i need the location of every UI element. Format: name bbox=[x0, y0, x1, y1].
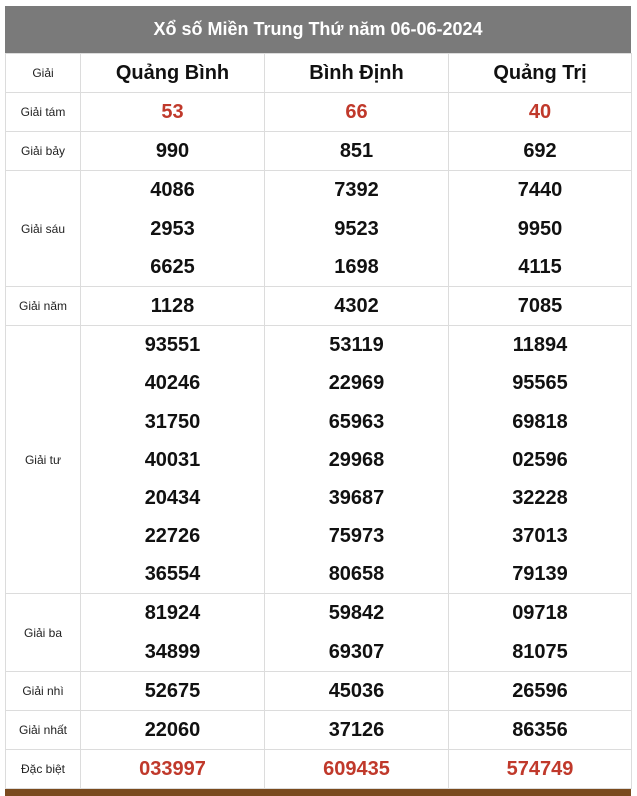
prize-number: 93551 bbox=[144, 334, 201, 357]
table-header-row bbox=[6, 54, 632, 93]
header-prize-label: Giải bbox=[6, 54, 81, 93]
prize-number: 851 bbox=[339, 140, 374, 163]
prize-number: 7440 bbox=[517, 179, 563, 202]
prize-cell bbox=[265, 671, 449, 710]
prize-number: 81924 bbox=[144, 602, 201, 625]
prize-number: 34899 bbox=[144, 640, 201, 663]
prize-number: 39687 bbox=[328, 486, 385, 509]
prize-number: 86356 bbox=[512, 719, 568, 741]
prize-number: 37126 bbox=[328, 719, 385, 741]
prize-number: 2953 bbox=[150, 217, 195, 240]
prize-row bbox=[6, 286, 632, 325]
prize-name: Giải tư bbox=[6, 326, 81, 594]
prize-name: Giải ba bbox=[6, 594, 81, 671]
prize-name: Giải năm bbox=[6, 286, 81, 325]
footer-bar bbox=[5, 789, 631, 796]
prize-name: Giải bảy bbox=[6, 132, 81, 171]
prize-cell bbox=[81, 326, 265, 594]
province-quang-binh[interactable]: Quảng Bình bbox=[81, 54, 265, 93]
prize-number: 7085 bbox=[517, 294, 563, 317]
prize-number: 22060 bbox=[144, 719, 201, 741]
prize-number: 4302 bbox=[334, 294, 379, 317]
prize-cell bbox=[81, 711, 265, 750]
page-title: Xổ số Miền Trung Thứ năm 06-06-2024 bbox=[5, 6, 631, 53]
prize-number: 53119 bbox=[329, 334, 384, 357]
prize-row bbox=[6, 132, 632, 171]
prize-row bbox=[6, 171, 632, 287]
prize-number: 7392 bbox=[334, 179, 379, 202]
prize-number: 6625 bbox=[150, 255, 195, 278]
prize-row bbox=[6, 93, 632, 132]
prize-number: 79139 bbox=[512, 563, 568, 586]
prize-cell bbox=[265, 93, 449, 132]
prize-number: 69307 bbox=[328, 640, 385, 663]
prize-cell bbox=[449, 93, 632, 132]
prize-number: 80658 bbox=[328, 563, 385, 586]
prize-row bbox=[6, 326, 632, 594]
prize-number: 69818 bbox=[512, 410, 568, 433]
prize-cell bbox=[265, 286, 449, 325]
prize-cell bbox=[81, 132, 265, 171]
prize-number: 574749 bbox=[506, 758, 574, 781]
prize-number: 692 bbox=[523, 140, 557, 163]
prize-number: 59842 bbox=[328, 602, 385, 625]
prize-cell bbox=[449, 326, 632, 594]
prize-number: 36554 bbox=[144, 563, 201, 586]
prize-cell bbox=[449, 671, 632, 710]
prize-number: 66 bbox=[345, 101, 368, 123]
prize-number: 22969 bbox=[328, 372, 385, 395]
prize-number: 9523 bbox=[334, 217, 379, 240]
prize-name: Giải nhì bbox=[6, 671, 81, 710]
prize-number: 40031 bbox=[144, 448, 201, 471]
prize-cell bbox=[81, 750, 265, 789]
prize-cell bbox=[81, 286, 265, 325]
prize-number: 53 bbox=[161, 101, 184, 123]
prize-row bbox=[6, 711, 632, 750]
prize-number: 4115 bbox=[518, 255, 562, 278]
prize-cell bbox=[265, 132, 449, 171]
results-table bbox=[5, 53, 632, 789]
prize-number: 990 bbox=[155, 140, 190, 163]
prize-number: 75973 bbox=[328, 525, 385, 548]
prize-cell bbox=[81, 93, 265, 132]
prize-number: 09718 bbox=[512, 602, 568, 625]
prize-number: 26596 bbox=[512, 679, 568, 702]
prize-rows bbox=[6, 93, 632, 789]
prize-number: 1128 bbox=[150, 294, 195, 317]
prize-number: 20434 bbox=[144, 486, 201, 509]
prize-cell bbox=[449, 594, 632, 671]
prize-number: 4086 bbox=[150, 179, 195, 202]
prize-number: 81075 bbox=[512, 640, 568, 663]
prize-number: 1698 bbox=[334, 255, 379, 278]
prize-cell bbox=[265, 750, 449, 789]
prize-cell bbox=[265, 171, 449, 287]
prize-number: 65963 bbox=[328, 410, 385, 433]
prize-cell bbox=[265, 594, 449, 671]
prize-cell bbox=[449, 171, 632, 287]
prize-number: 32228 bbox=[512, 486, 568, 509]
prize-cell bbox=[449, 711, 632, 750]
prize-row bbox=[6, 750, 632, 789]
province-quang-tri[interactable]: Quảng Trị bbox=[449, 54, 632, 93]
prize-cell bbox=[265, 711, 449, 750]
prize-number: 52675 bbox=[144, 679, 201, 702]
prize-name: Giải nhất bbox=[6, 711, 81, 750]
prize-number: 40246 bbox=[144, 372, 201, 395]
prize-name: Giải sáu bbox=[6, 171, 81, 287]
prize-number: 033997 bbox=[139, 758, 206, 781]
prize-number: 02596 bbox=[512, 448, 568, 471]
prize-name: Giải tám bbox=[6, 93, 81, 132]
prize-cell bbox=[265, 326, 449, 594]
prize-number: 29968 bbox=[328, 448, 385, 471]
prize-cell bbox=[81, 671, 265, 710]
prize-cell bbox=[449, 750, 632, 789]
prize-number: 11894 bbox=[512, 334, 568, 357]
province-binh-dinh[interactable]: Bình Định bbox=[265, 54, 449, 93]
prize-number: 31750 bbox=[144, 410, 201, 433]
prize-number: 37013 bbox=[512, 525, 568, 548]
prize-name: Đặc biệt bbox=[6, 750, 81, 789]
prize-cell bbox=[449, 132, 632, 171]
lottery-results bbox=[5, 6, 631, 796]
prize-number: 45036 bbox=[328, 679, 385, 702]
prize-number: 40 bbox=[528, 101, 552, 123]
prize-number: 95565 bbox=[512, 372, 568, 395]
prize-number: 9950 bbox=[517, 217, 563, 240]
prize-row bbox=[6, 671, 632, 710]
prize-row bbox=[6, 594, 632, 671]
prize-cell bbox=[81, 594, 265, 671]
prize-cell bbox=[449, 286, 632, 325]
prize-number: 22726 bbox=[144, 525, 201, 548]
prize-number: 609435 bbox=[323, 758, 390, 781]
prize-cell bbox=[81, 171, 265, 287]
